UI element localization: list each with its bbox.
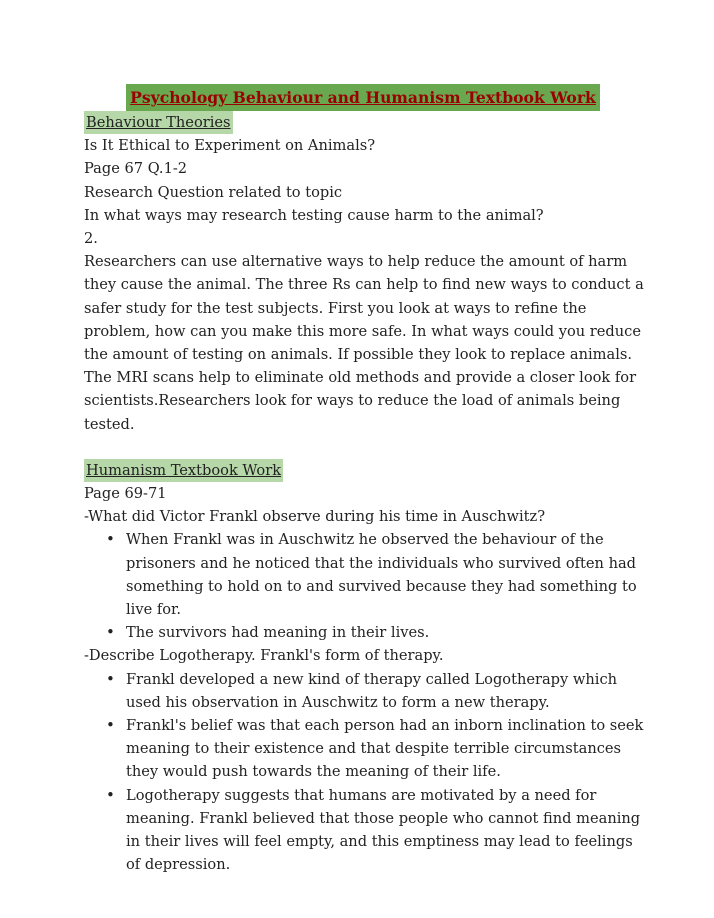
section-heading-humanism: Humanism Textbook Work — [84, 459, 283, 482]
list-item: • When Frankl was in Auschwitz he observed the behaviour of the prisoners and he noticed that the individuals who survived often had something to hold on to and survived because they had something to live for. — [106, 530, 637, 619]
bullet-icon: • — [106, 530, 115, 549]
question-logotherapy: -Describe Logotherapy. Frankl's form of therapy. — [84, 647, 444, 665]
section-heading-behaviour: Behaviour Theories — [84, 111, 233, 134]
research-question-label: Research Question related to topic — [84, 183, 343, 201]
bullet-icon: • — [106, 669, 115, 688]
list-item: • The survivors had meaning in their lives. — [84, 621, 644, 644]
bullet-icon: • — [106, 785, 115, 804]
page-reference: Page 67 Q.1-2 — [84, 160, 188, 178]
list-item: • Frankl developed a new kind of therapy called Logotherapy which used his observation in Auschwitz to form a new therapy. — [106, 669, 618, 711]
answer-number: 2. — [84, 230, 98, 248]
question-title: Is It Ethical to Experiment on Animals? — [84, 137, 376, 155]
section-behaviour — [84, 111, 644, 436]
document-title: Psychology Behaviour and Humanism Textbook Work — [126, 84, 600, 111]
answer-paragraph: Researchers can use alternative ways to help reduce the amount of harm they cause the animal. The three Rs can help to find new ways to conduct a safer study for the test subjects. First you look at ways to refine the problem, how can you make this more safe. In what ways could you reduce the amount of testing on animals. If possible they look to replace animals. The MRI scans help to eliminate old methods and provide a closer look for scientists.Researchers look for ways to reduce the load of animals being tested. — [84, 253, 644, 433]
bullet-icon: • — [106, 716, 115, 735]
bullet-icon: • — [106, 623, 115, 642]
section-humanism — [84, 459, 644, 877]
bullet-list-observation — [84, 528, 644, 644]
section-spacer — [84, 436, 644, 459]
bullet-list-logotherapy — [84, 668, 644, 877]
question-frankl-observation: -What did Victor Frankl observe during his time in Auschwitz? — [84, 508, 546, 526]
list-item: • Frankl's belief was that each person had an inborn inclination to seek meaning to their existence and that despite terrible circumstances they would push towards the meaning of their life. — [106, 716, 644, 781]
title-row — [82, 84, 644, 111]
page-reference-humanism: Page 69-71 — [84, 485, 167, 503]
document-content — [84, 84, 644, 877]
research-question: In what ways may research testing cause harm to the animal? — [84, 206, 544, 224]
list-item: • Logotherapy suggests that humans are motivated by a need for meaning. Frankl believed that those people who cannot find meaning in their lives will feel empty, and this emptiness may lead to feelings of depression. — [106, 785, 641, 874]
